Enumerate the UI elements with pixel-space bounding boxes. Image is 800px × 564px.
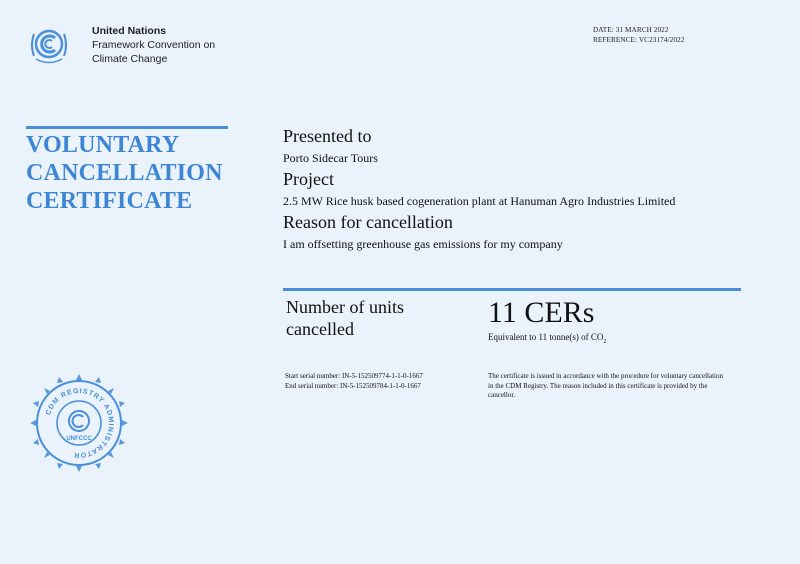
presented-value: Porto Sidecar Tours xyxy=(283,151,378,165)
org-line-1: United Nations xyxy=(92,25,167,37)
title-line-1: VOLUNTARY xyxy=(26,132,180,158)
certificate-note: The certificate is issued in accordance with the procedure for voluntary cancellation in the CDM Registry. The reason included in this certificate is provided by the cancellor. xyxy=(488,372,723,399)
certificate-reference: REFERENCE: VC23174/2022 xyxy=(593,35,685,44)
units-equivalent-subscript: 2 xyxy=(603,338,607,345)
certificate-title xyxy=(26,131,266,215)
certificate-date: DATE: 31 MARCH 2022 xyxy=(593,26,669,34)
org-line-2: Framework Convention on xyxy=(92,39,216,51)
unfccc-logo-icon xyxy=(26,22,72,68)
project-label: Project xyxy=(283,169,334,189)
reason-value: I am offsetting greenhouse gas emissions for my company xyxy=(283,237,563,251)
units-equivalent-text: Equivalent to 11 tonne(s) of CO xyxy=(488,332,604,342)
presented-label: Presented to xyxy=(283,126,372,146)
units-label-line-2: cancelled xyxy=(286,319,354,339)
title-line-2: CANCELLATION xyxy=(26,160,223,186)
org-name xyxy=(92,24,215,66)
seal-ring-text: CDM REGISTRY ADMINISTRATOR xyxy=(45,387,115,459)
title-line-3: CERTIFICATE xyxy=(26,188,193,214)
org-line-3: Climate Change xyxy=(92,53,168,65)
cdm-registry-seal-icon xyxy=(26,370,132,476)
units-label xyxy=(286,296,404,340)
project-value: 2.5 MW Rice husk based cogeneration plant at Hanuman Agro Industries Limited xyxy=(283,194,676,208)
title-rule xyxy=(26,126,228,129)
reason-label: Reason for cancellation xyxy=(283,212,453,232)
units-equivalent xyxy=(488,332,606,345)
seal-bottom-text: UNFCCC xyxy=(66,436,92,442)
end-serial: End serial number: IN-5-152509784-1-1-0-1667 xyxy=(285,381,421,390)
serial-numbers xyxy=(285,372,423,391)
units-rule xyxy=(283,288,741,291)
certificate-meta xyxy=(593,26,684,45)
start-serial: Start serial number: IN-5-152509774-1-1-0-1667 xyxy=(285,372,423,380)
svg-text:CDM REGISTRY ADMINISTRATOR xyxy=(45,388,114,458)
units-amount: 11 CERs xyxy=(488,296,595,329)
units-label-line-1: Number of units xyxy=(286,297,404,317)
